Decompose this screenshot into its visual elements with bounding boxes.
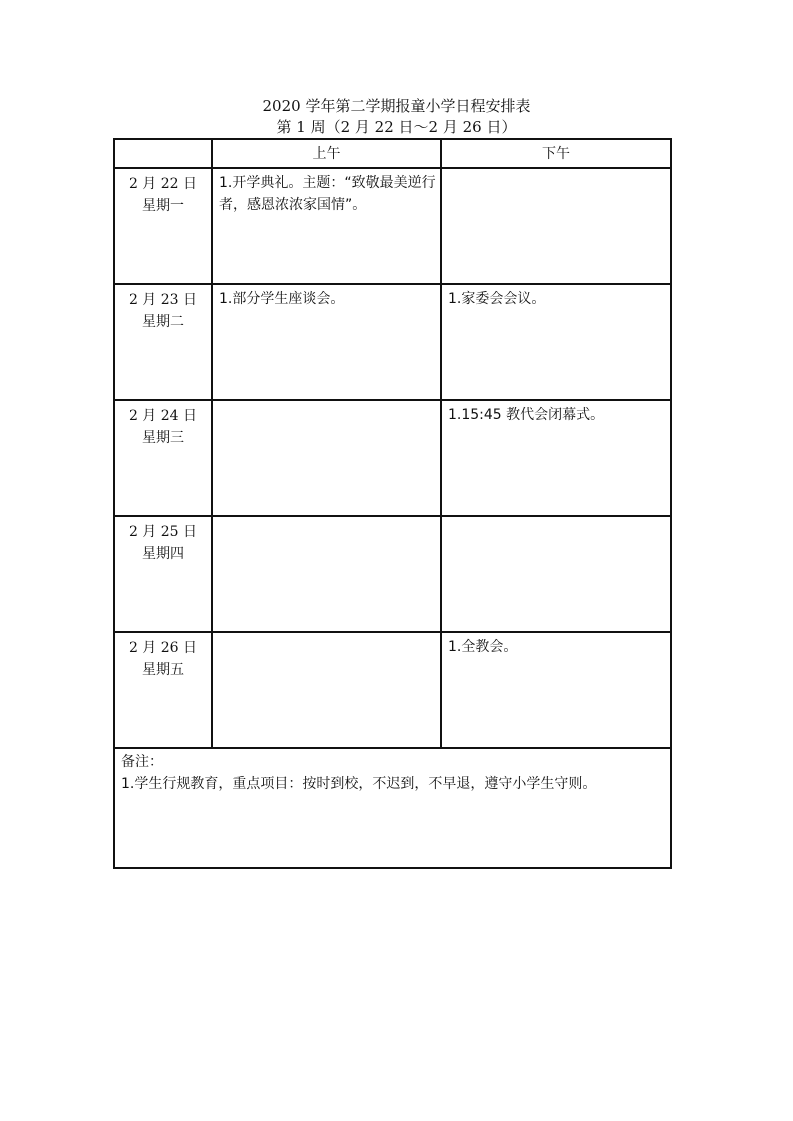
afternoon-entry: 1.家委会会议。 bbox=[441, 284, 671, 400]
table-row bbox=[114, 400, 671, 516]
morning-entry: 1.部分学生座谈会。 bbox=[212, 284, 441, 400]
afternoon-entry: 1.全教会。 bbox=[441, 632, 671, 748]
table-row bbox=[114, 632, 671, 748]
notes-text: 1.学生行规教育，重点项目：按时到校，不迟到，不早退，遵守小学生守则。 bbox=[121, 776, 597, 792]
day-weekday: 星期四 bbox=[142, 546, 184, 562]
notes-row bbox=[114, 748, 671, 868]
day-date: 2 月 25 日 bbox=[128, 524, 198, 540]
day-cell bbox=[114, 168, 212, 284]
day-weekday: 星期五 bbox=[142, 662, 184, 678]
table-row bbox=[114, 284, 671, 400]
notes-label: 备注： bbox=[121, 754, 163, 770]
morning-entry bbox=[212, 516, 441, 632]
header-row bbox=[114, 139, 671, 168]
day-date: 2 月 23 日 bbox=[128, 292, 198, 308]
schedule-table bbox=[113, 138, 672, 869]
morning-entry bbox=[212, 400, 441, 516]
notes-cell bbox=[114, 748, 671, 868]
header-afternoon: 下午 bbox=[441, 139, 671, 168]
day-date: 2 月 26 日 bbox=[128, 640, 198, 656]
day-date: 2 月 22 日 bbox=[128, 176, 198, 192]
day-cell bbox=[114, 400, 212, 516]
day-weekday: 星期二 bbox=[142, 314, 184, 330]
week-subtitle: 第 1 周（2 月 22 日～2 月 26 日） bbox=[276, 118, 517, 136]
table-row bbox=[114, 516, 671, 632]
schedule-title: 2020 学年第二学期报童小学日程安排表 bbox=[262, 97, 531, 115]
header-corner bbox=[114, 139, 212, 168]
day-weekday: 星期一 bbox=[142, 198, 184, 214]
morning-entry: 1.开学典礼。主题：“致敬最美逆行者，感恩浓浓家国情”。 bbox=[212, 168, 441, 284]
day-date: 2 月 24 日 bbox=[128, 408, 198, 424]
header-morning: 上午 bbox=[212, 139, 441, 168]
morning-entry bbox=[212, 632, 441, 748]
afternoon-entry: 1.15:45 教代会闭幕式。 bbox=[441, 400, 671, 516]
day-cell bbox=[114, 632, 212, 748]
table-row bbox=[114, 168, 671, 284]
afternoon-entry bbox=[441, 516, 671, 632]
afternoon-entry bbox=[441, 168, 671, 284]
day-cell bbox=[114, 284, 212, 400]
day-cell bbox=[114, 516, 212, 632]
day-weekday: 星期三 bbox=[142, 430, 184, 446]
